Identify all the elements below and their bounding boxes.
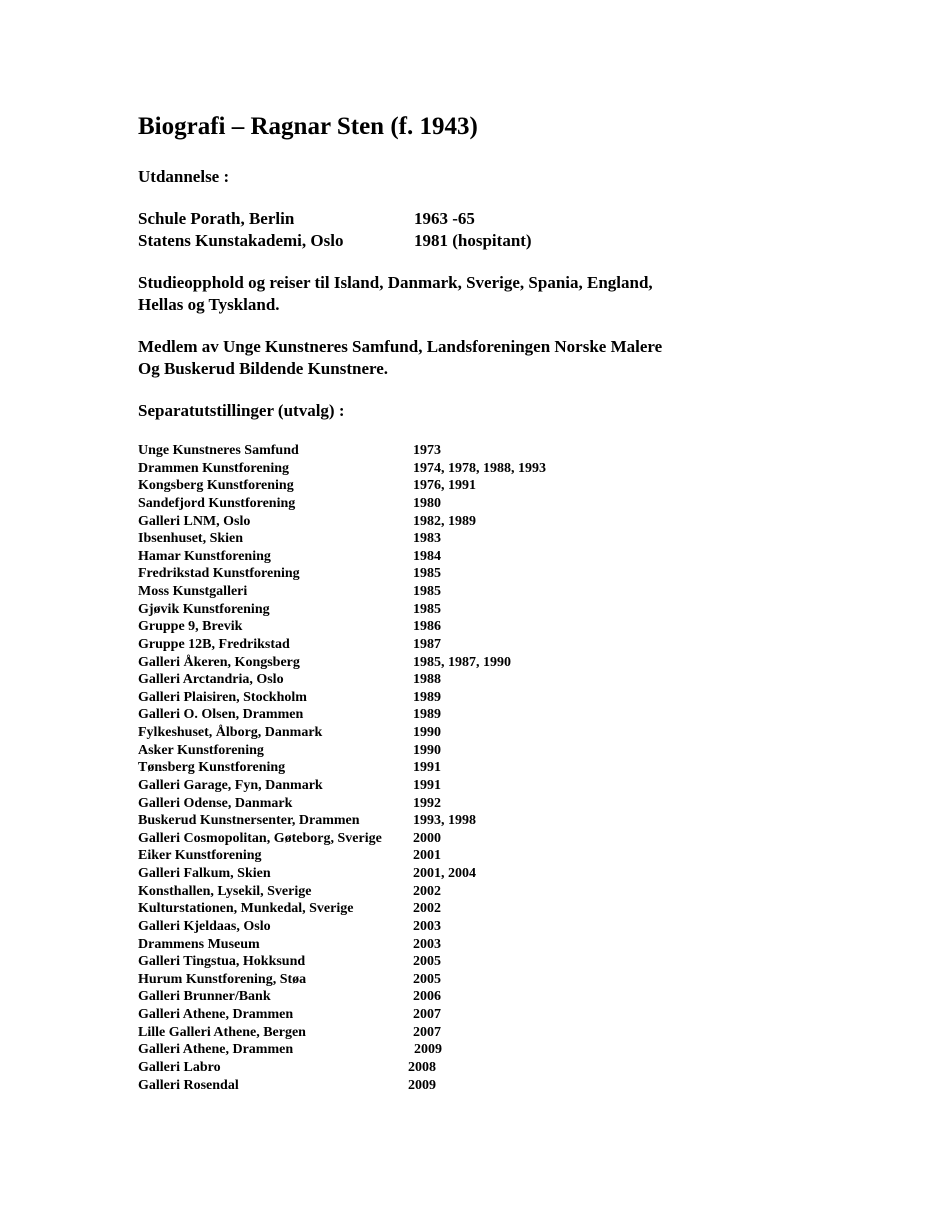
- exhibition-venue: Drammens Museum: [138, 936, 260, 952]
- exhibition-years: 1993, 1998: [413, 813, 476, 829]
- exhibition-years: 1989: [413, 689, 441, 705]
- exhibition-years: 1983: [413, 531, 441, 547]
- exhibition-row: [138, 1041, 638, 1059]
- exhibition-venue: Ibsenhuset, Skien: [138, 531, 244, 547]
- exhibition-row: [138, 795, 638, 813]
- exhibition-row: [138, 742, 638, 760]
- exhibition-venue: Galleri Åkeren, Kongsberg: [138, 654, 300, 670]
- exhibition-row: [138, 883, 638, 901]
- exhibition-years: 1985: [413, 584, 441, 599]
- exhibition-row: [138, 918, 638, 936]
- exhibition-row: [138, 865, 638, 883]
- exhibition-years: 1985: [413, 566, 441, 582]
- exhibition-venue: Moss Kunstgalleri: [138, 584, 248, 599]
- exhibitions-list: [138, 442, 638, 1094]
- exhibition-years: 2003: [413, 918, 441, 934]
- exhibition-years: 1991: [413, 777, 441, 793]
- exhibition-venue: Kulturstationen, Munkedal, Sverige: [138, 901, 354, 917]
- exhibition-years: 1974, 1978, 1988, 1993: [413, 460, 546, 476]
- exhibition-venue: Galleri Brunner/Bank: [138, 989, 271, 1005]
- exhibition-row: [138, 601, 638, 619]
- exhibition-row: [138, 618, 638, 636]
- exhibition-row: [138, 689, 638, 707]
- exhibition-years: 2000: [413, 830, 441, 846]
- education-institution: Statens Kunstakademi, Oslo: [138, 231, 344, 250]
- exhibition-row: [138, 583, 638, 601]
- exhibition-venue: Fylkeshuset, Ålborg, Danmark: [138, 725, 323, 740]
- exhibition-row: [138, 1024, 638, 1042]
- exhibition-years: 1980: [413, 495, 441, 511]
- exhibition-venue: Hurum Kunstforening, Støa: [138, 971, 307, 987]
- exhibition-row: [138, 830, 638, 848]
- travel-paragraph: [138, 272, 653, 315]
- exhibition-row: [138, 513, 638, 531]
- exhibition-years: 2002: [413, 883, 441, 899]
- exhibition-venue: Galleri Cosmopolitan, Gøteborg, Sverige: [138, 830, 382, 846]
- exhibition-venue: Galleri Odense, Danmark: [138, 795, 293, 811]
- exhibition-years: 2001: [413, 848, 441, 864]
- exhibition-years: 1990: [413, 725, 441, 740]
- exhibition-row: [138, 706, 638, 724]
- travel-line: Hellas og Tyskland.: [138, 294, 280, 314]
- exhibition-row: [138, 847, 638, 865]
- exhibition-years: 2009: [414, 1042, 442, 1058]
- exhibition-venue: Lille Galleri Athene, Bergen: [138, 1024, 306, 1040]
- exhibition-years: 1988: [413, 672, 441, 688]
- exhibition-row: [138, 495, 638, 513]
- page-title: Biografi – Ragnar Sten (f. 1943): [138, 113, 478, 140]
- exhibition-years: 1992: [413, 795, 441, 811]
- exhibition-years: 2007: [413, 1007, 441, 1022]
- exhibition-years: 2001, 2004: [413, 866, 476, 881]
- exhibition-venue: Unge Kunstneres Samfund: [138, 443, 299, 458]
- education-institution: Schule Porath, Berlin: [138, 209, 295, 228]
- exhibition-years: 2005: [413, 971, 441, 987]
- exhibition-years: 1982, 1989: [413, 513, 476, 529]
- exhibition-years: 2007: [413, 1024, 441, 1040]
- exhibition-years: 1991: [413, 760, 441, 776]
- exhibitions-heading: Separatutstillinger (utvalg) :: [138, 401, 345, 420]
- exhibition-row: [138, 548, 638, 566]
- exhibition-venue: Galleri O. Olsen, Drammen: [138, 707, 304, 723]
- exhibition-venue: Galleri Rosendal: [138, 1077, 239, 1093]
- exhibition-venue: Tønsberg Kunstforening: [138, 760, 286, 776]
- exhibition-venue: Galleri Plaisiren, Stockholm: [138, 689, 307, 705]
- exhibition-venue: Gruppe 12B, Fredrikstad: [138, 636, 290, 652]
- education-year: 1981 (hospitant): [414, 231, 532, 250]
- exhibition-years: 1987: [413, 636, 441, 652]
- exhibition-years: 1986: [413, 619, 441, 635]
- exhibition-years: 1989: [413, 707, 441, 723]
- exhibition-venue: Sandefjord Kunstforening: [138, 495, 296, 511]
- exhibition-row: [138, 777, 638, 795]
- exhibition-row: [138, 759, 638, 777]
- exhibition-row: [138, 936, 638, 954]
- exhibition-row: [138, 1059, 638, 1077]
- exhibition-years: 2005: [413, 954, 441, 970]
- exhibition-venue: Galleri Tingstua, Hokksund: [138, 954, 306, 970]
- exhibition-venue: Konsthallen, Lysekil, Sverige: [138, 883, 312, 899]
- exhibition-venue: Fredrikstad Kunstforening: [138, 566, 300, 582]
- education-year: 1963 -65: [414, 209, 475, 228]
- exhibition-venue: Galleri Athene, Drammen: [138, 1007, 294, 1022]
- exhibition-row: [138, 442, 638, 460]
- exhibition-venue: Eiker Kunstforening: [138, 848, 262, 864]
- exhibition-venue: Gjøvik Kunstforening: [138, 601, 270, 617]
- exhibition-venue: Drammen Kunstforening: [138, 460, 290, 476]
- exhibition-years: 2002: [413, 901, 441, 917]
- exhibition-row: [138, 812, 638, 830]
- exhibition-venue: Asker Kunstforening: [138, 742, 264, 758]
- exhibition-venue: Galleri Kjeldaas, Oslo: [138, 918, 271, 934]
- exhibition-years: 1985, 1987, 1990: [413, 654, 511, 670]
- exhibition-venue: Galleri Labro: [138, 1059, 221, 1075]
- exhibition-venue: Galleri LNM, Oslo: [138, 513, 251, 529]
- exhibition-row: [138, 971, 638, 989]
- exhibition-venue: Kongsberg Kunstforening: [138, 478, 294, 494]
- exhibition-years: 1973: [413, 443, 441, 458]
- exhibition-venue: Galleri Athene, Drammen: [138, 1042, 294, 1058]
- exhibition-years: 2006: [413, 989, 441, 1005]
- exhibition-venue: Galleri Garage, Fyn, Danmark: [138, 777, 323, 793]
- exhibition-row: [138, 477, 638, 495]
- exhibition-years: 1985: [413, 601, 441, 617]
- exhibition-years: 1976, 1991: [413, 478, 476, 494]
- exhibition-row: [138, 900, 638, 918]
- exhibition-row: [138, 1077, 638, 1095]
- exhibition-venue: Buskerud Kunstnersenter, Drammen: [138, 813, 360, 829]
- exhibition-row: [138, 636, 638, 654]
- exhibition-row: [138, 988, 638, 1006]
- exhibition-row: [138, 724, 638, 742]
- exhibition-years: 1990: [413, 742, 441, 758]
- exhibition-venue: Galleri Falkum, Skien: [138, 866, 271, 881]
- exhibition-venue: Hamar Kunstforening: [138, 548, 271, 564]
- exhibition-row: [138, 654, 638, 672]
- exhibition-venue: Galleri Arctandria, Oslo: [138, 672, 284, 688]
- membership-line: Medlem av Unge Kunstneres Samfund, Landsforeningen Norske Malere: [138, 337, 663, 356]
- membership-paragraph: [138, 336, 662, 379]
- exhibition-years: 2008: [408, 1059, 436, 1075]
- exhibition-row: [138, 953, 638, 971]
- exhibition-row: [138, 1006, 638, 1024]
- exhibition-row: [138, 671, 638, 689]
- exhibition-row: [138, 565, 638, 583]
- exhibition-years: 1984: [413, 548, 441, 564]
- exhibition-row: [138, 460, 638, 478]
- exhibition-row: [138, 530, 638, 548]
- exhibition-years: 2003: [413, 936, 441, 952]
- membership-line: Og Buskerud Bildende Kunstnere.: [138, 358, 389, 378]
- travel-line: Studieopphold og reiser til Island, Danmark, Sverige, Spania, England,: [138, 273, 653, 292]
- exhibition-years: 2009: [408, 1077, 436, 1093]
- exhibition-venue: Gruppe 9, Brevik: [138, 619, 243, 635]
- education-heading: Utdannelse :: [138, 167, 230, 186]
